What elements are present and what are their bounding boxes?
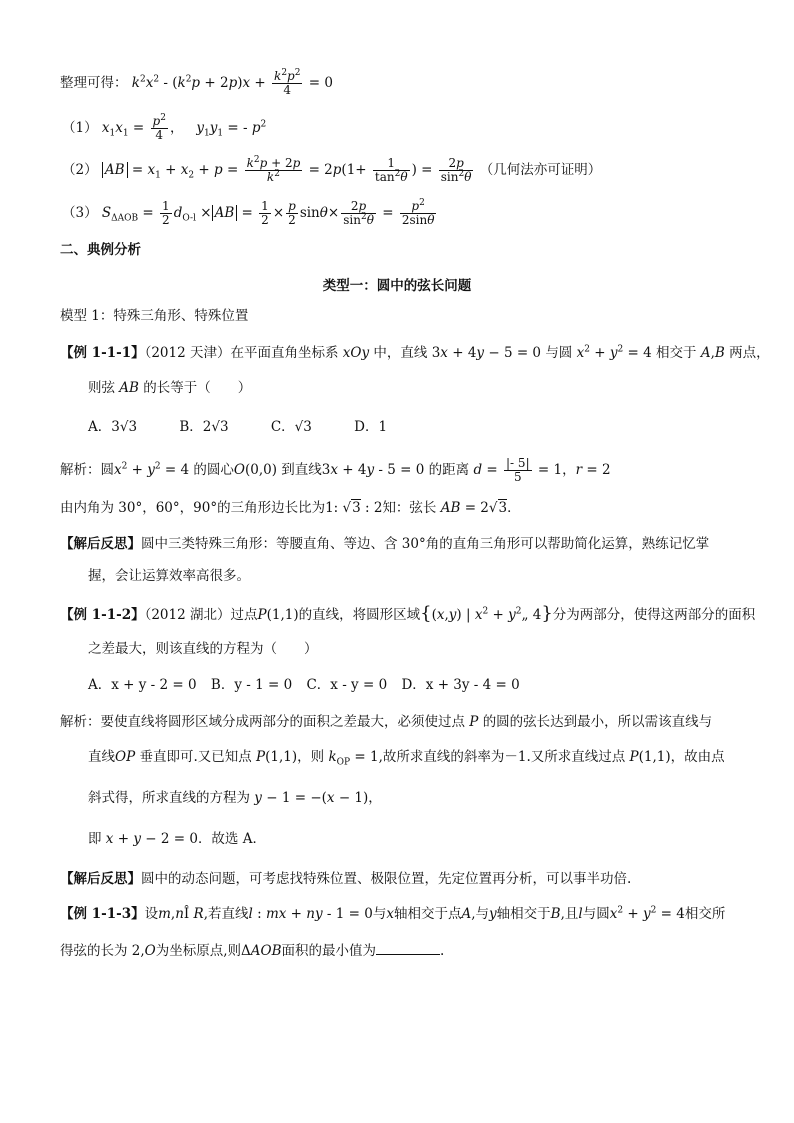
ex1-option-d: D．1 (354, 419, 388, 435)
arrange-line (60, 70, 754, 97)
ex2-analysis-line4: 即 x + y − 2 = 0．故选 A． (88, 831, 266, 847)
ex2-question-line2: 之差最大，则该直线的方程为（ ） (88, 641, 318, 657)
ex1-reflect-tag: 【解后反思】 (60, 536, 141, 552)
ex2-tag: 【例 1-1-2】 (60, 607, 145, 623)
ex2-analysis-text: 的圆的弦长达到最小，所以需该直线与 (482, 714, 713, 730)
ex1-text: 与圆 (545, 345, 573, 361)
answer-blank[interactable] (376, 942, 440, 955)
item3-label: （3） (62, 205, 98, 221)
ex1-reflect-line1 (60, 535, 754, 553)
ex3-text: 设 (144, 906, 159, 922)
type-title: 类型一：圆中的弦长问题 (322, 278, 472, 294)
ex2-option-c: C．x - y = 0 (306, 677, 388, 693)
ex3-question-line1: 【例 1-1-3】设m,nÎ R,若直线l : mx + ny - 1 = 0与x轴相交于点A,与y轴相交于B,且l与圆$x^2 + y^2 = 4$相交所 (60, 905, 726, 922)
model-title: 模型 1：特殊三角形、特殊位置 (60, 308, 249, 324)
ex1-text: 在平面直角坐标系 (230, 345, 339, 361)
ex1-source: （2012 天津） (144, 345, 231, 361)
ex1-option-a: A．3√3 (88, 419, 138, 435)
ex1-tag: 【例 1-1-1】 (60, 345, 145, 361)
ex3-text: 得弦的长为 2, (60, 943, 145, 959)
item3-line (62, 200, 754, 227)
ex2-analysis-text: 垂直即可.又已知点 (139, 749, 252, 765)
item2-label: （2） (62, 162, 98, 178)
item3-formula: $S_{\Delta AOB}$ = $\frac{1}{2}$ $d_{O-l}$ × AB = $\frac{1}{2}$ × $\frac{p}{2}$ sinθ× $\frac{2p}{\sin^2\theta}$ = $\frac{p^2}{2\sin\theta}$ (101, 198, 435, 227)
item2-line (62, 157, 754, 184)
ex2-analysis-text: ,故所求直线的斜率为－1.又所求直线过点 (378, 749, 626, 765)
ex2-analysis-text: ，故由点 (670, 749, 725, 765)
ex2-analysis-line2: 直线OP 垂直即可.又已知点 P(1,1)，则 $k_{OP} = 1$,故所求直线的斜率为－1.又所求直线过点 P(1,1)，故由点 (88, 749, 725, 768)
ex3-tag: 【例 1-1-3】 (60, 906, 145, 922)
ex1-option-c: C．√3 (270, 419, 312, 435)
ex3-text: 且 (564, 906, 579, 922)
ex1-text: 两点， (729, 345, 770, 361)
ex2-analysis-text: ．故选 A． (197, 831, 266, 847)
ex1-question-line2: 则弦 AB 的长等于（ ） (88, 380, 252, 396)
ex2-analysis-text: ， (368, 790, 382, 806)
ex2-analysis-text: 直线 (88, 749, 115, 765)
ex1-analysis-line2: 由内角为 30°，60°，90°的三角形边长比为1: √3 : 2知：弦长 AB = 2√3． (60, 500, 521, 516)
ex2-reflect-text: 圆中的动态问题，可考虑找特殊位置、极限位置，先定位置再分析，可以事半功倍. (141, 871, 632, 887)
arrange-label: 整理可得： (60, 75, 128, 91)
item1-line (62, 115, 754, 142)
ex2-source: （2012 湖北） (144, 607, 231, 623)
ex1-analysis-text: 到直线 (281, 462, 322, 478)
ex1-question-line1: 【例 1-1-1】（2012 天津）在平面直角坐标系 xOy 中，直线 3x + 4y − 5 = 0 与圆 $x^2 + y^2 = 4$ 相交于 A,B 两点， (60, 344, 770, 361)
ex1-analysis-text: 知：弦长 (382, 500, 437, 516)
ex1-reflect-text: 圆中三类特殊三角形：等腰直角、等边、含 30°角的直角三角形可以帮助简化运算，熟练记忆掌 (141, 536, 710, 552)
ex3-text: . (440, 943, 445, 959)
ex3-text: 与 (372, 906, 387, 922)
ex2-question-line1: 【例 1-1-2】（2012 湖北）过点P(1,1)的直线，将圆形区域{(x,y) | $x^2$ + $y^2„$ 4}分为两部分，使得这两部分的面积 (60, 603, 756, 624)
ex2-options (88, 676, 754, 694)
ex2-analysis-text: ，则 (297, 749, 325, 765)
ex1-options (88, 418, 754, 436)
ex3-text: 相交所 (684, 906, 726, 922)
ex2-option-a: A．x + y - 2 = 0 (88, 677, 197, 693)
ex3-text: 若直线 (208, 906, 249, 922)
ex2-text: 过点 (230, 607, 258, 623)
ex3-text: 面积的最小值为 (281, 943, 377, 959)
ex2-text: 的直线，将圆形区域 (298, 607, 421, 623)
ex3-text: 轴相交于 (496, 906, 551, 922)
analysis-label: 解析： (60, 462, 101, 478)
ex3-text: 轴相交于点 (393, 906, 462, 922)
ex1-text: 则弦 (88, 380, 115, 396)
ex2-text: 分为两部分，使得这两部分的面积 (552, 607, 756, 623)
ex2-reflect-tag: 【解后反思】 (60, 871, 141, 887)
ex3-question-line2: 得弦的长为 2,O为坐标原点,则ΔAOB面积的最小值为 . (60, 943, 445, 959)
section-title: 二、典例分析 (60, 242, 141, 258)
ex1-analysis-text: 由内角为 30°，60°，90°的三角形边长比为 (60, 500, 326, 516)
ex2-option-b: B．y - 1 = 0 (210, 677, 293, 693)
item1-formula: $x_1x_1$ = $\frac{p^2}{4}$ ， $y_1y_1$ = - $p^2$ (101, 113, 267, 142)
ex2-analysis-text: 要使直线将圆形区域分成两部分的面积之差最大，必须使过点 (100, 714, 465, 730)
ex3-text: 与圆 (582, 906, 610, 922)
ex1-text: 的长等于（ ） (143, 380, 252, 396)
ex2-analysis-line1: 解析：要使直线将圆形区域分成两部分的面积之差最大，必须使过点 P 的圆的弦长达到最小，所以需该直线与 (60, 714, 713, 730)
ex1-reflect-line2: 握，会让运算效率高很多。 (88, 568, 250, 584)
ex1-analysis-line1: 解析：圆$x^2 + y^2 = 4$ 的圆心O(0,0) 到直线3x + 4y - 5 = 0 的距离 d = $\frac{|- 5|}{5}$ = 1，r = 2 (60, 456, 611, 484)
ex1-text: 相交于 (656, 345, 697, 361)
ex1-analysis-text: 的距离 (428, 462, 470, 478)
ex1-analysis-text: 圆 (100, 462, 114, 478)
ex2-analysis-line3: 斜式得，所求直线的方程为 y − 1 = −(x − 1)， (88, 790, 382, 806)
ex1-text: 中，直线 (373, 345, 428, 361)
ex3-text: 与 (475, 906, 490, 922)
item1-label: （1） (62, 120, 98, 136)
analysis-label: 解析： (60, 714, 101, 730)
ex2-option-d: D．x + 3y - 4 = 0 (401, 677, 520, 693)
item2-formula: AB = $x_1 + x_2 + p$ = $\frac{k^2p + 2p}{k^2}$ = 2p(1+ $\frac{1}{\tan^2\theta}$ ) = $\frac{2p}{\sin^2\theta}$ (102, 162, 476, 178)
ex1-analysis-text: 的圆心 (193, 462, 234, 478)
ex2-reflect-line1 (60, 870, 754, 888)
ex1-option-b: B．2√3 (179, 419, 229, 435)
quadratic-formula: $k^2x^2 - (k^2p + 2p)x$ + $\frac{k^2p^2}{4}$ = 0 (131, 68, 333, 97)
item2-note: （几何法亦可证明） (479, 162, 602, 178)
ex2-analysis-text: 斜式得，所求直线的方程为 (88, 790, 250, 806)
ex2-analysis-text: 即 (88, 831, 102, 847)
ex3-text: 为坐标原点,则 (155, 943, 242, 959)
